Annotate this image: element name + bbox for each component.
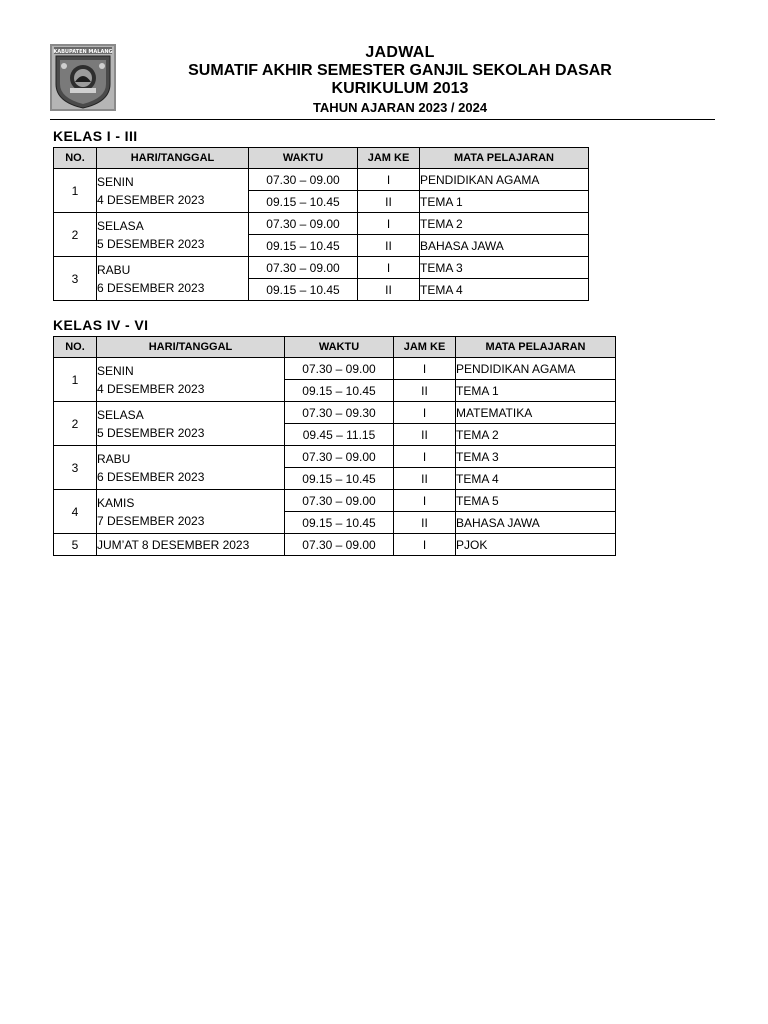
- kabupaten-malang-logo: [50, 44, 116, 111]
- cell-jam-ke: I: [358, 257, 420, 279]
- cell-mata-pelajaran: TEMA 1: [456, 380, 616, 402]
- day-date: 5 DESEMBER 2023: [97, 425, 205, 440]
- table-row: [54, 534, 616, 556]
- day-date: 6 DESEMBER 2023: [97, 469, 205, 484]
- day-name: RABU: [97, 262, 131, 277]
- cell-jam-ke: I: [394, 534, 456, 556]
- cell-mata-pelajaran: MATEMATIKA: [456, 402, 616, 424]
- cell-waktu: 09.15 – 10.45: [285, 380, 394, 402]
- cell-mata-pelajaran: PJOK: [456, 534, 616, 556]
- cell-waktu: 07.30 – 09.00: [249, 169, 358, 191]
- day-name: RABU: [97, 451, 131, 466]
- cell-no: 2: [54, 402, 97, 446]
- cell-no: 2: [54, 213, 97, 257]
- table-header-row: [54, 337, 616, 358]
- logo-text: KABUPATEN MALANG: [53, 49, 113, 55]
- cell-jam-ke: I: [358, 169, 420, 191]
- table-row: [54, 213, 589, 235]
- cell-waktu: 09.15 – 10.45: [249, 235, 358, 257]
- cell-jam-ke: II: [394, 512, 456, 534]
- header-curriculum: KURIKULUM 2013: [331, 80, 469, 97]
- col-header-mata-pelajaran: MATA PELAJARAN: [456, 337, 616, 358]
- cell-jam-ke: I: [394, 402, 456, 424]
- cell-mata-pelajaran: BAHASA JAWA: [420, 235, 589, 257]
- cell-hari-tanggal: [97, 490, 285, 534]
- cell-hari-tanggal: [97, 169, 249, 213]
- cell-waktu: 09.15 – 10.45: [285, 468, 394, 490]
- cell-mata-pelajaran: TEMA 3: [456, 446, 616, 468]
- cell-jam-ke: II: [358, 191, 420, 213]
- day-name: SENIN: [97, 363, 134, 378]
- cell-waktu: 09.45 – 11.15: [285, 424, 394, 446]
- day-date: 7 DESEMBER 2023: [97, 513, 205, 528]
- cell-jam-ke: I: [394, 358, 456, 380]
- day-name: SENIN: [97, 174, 134, 189]
- cell-waktu: 09.15 – 10.45: [285, 512, 394, 534]
- cell-waktu: 07.30 – 09.00: [285, 446, 394, 468]
- cell-no: 4: [54, 490, 97, 534]
- day-name: SELASA: [97, 218, 144, 233]
- cell-mata-pelajaran: TEMA 5: [456, 490, 616, 512]
- cell-waktu: 09.15 – 10.45: [249, 191, 358, 213]
- section-title-kelas-4-6: KELAS IV - VI: [53, 317, 149, 333]
- col-header-jam-ke: JAM KE: [358, 148, 420, 169]
- cell-no: 1: [54, 169, 97, 213]
- cell-mata-pelajaran: TEMA 4: [420, 279, 589, 301]
- day-date: 4 DESEMBER 2023: [97, 381, 205, 396]
- cell-jam-ke: II: [358, 279, 420, 301]
- cell-jam-ke: II: [394, 468, 456, 490]
- cell-mata-pelajaran: TEMA 3: [420, 257, 589, 279]
- day-date: 5 DESEMBER 2023: [97, 236, 205, 251]
- cell-mata-pelajaran: PENDIDIKAN AGAMA: [420, 169, 589, 191]
- cell-hari-tanggal: [97, 358, 285, 402]
- col-header-waktu: WAKTU: [249, 148, 358, 169]
- cell-waktu: 07.30 – 09.00: [285, 534, 394, 556]
- cell-jam-ke: I: [394, 446, 456, 468]
- table-row: [54, 169, 589, 191]
- day-date: 6 DESEMBER 2023: [97, 280, 205, 295]
- table-row: [54, 402, 616, 424]
- day-name: KAMIS: [97, 495, 135, 510]
- cell-waktu: 07.30 – 09.00: [249, 213, 358, 235]
- cell-jam-ke: II: [394, 380, 456, 402]
- header-title: JADWAL: [365, 44, 435, 61]
- cell-jam-ke: I: [358, 213, 420, 235]
- schedule-table-kelas-1-3: [53, 147, 589, 301]
- cell-waktu: 07.30 – 09.00: [249, 257, 358, 279]
- col-header-no: NO.: [54, 148, 97, 169]
- col-header-jam-ke: JAM KE: [394, 337, 456, 358]
- cell-no: 3: [54, 257, 97, 301]
- table-row: [54, 446, 616, 468]
- cell-hari-tanggal: [97, 402, 285, 446]
- document-header: [120, 44, 680, 116]
- cell-mata-pelajaran: TEMA 2: [420, 213, 589, 235]
- cell-mata-pelajaran: TEMA 1: [420, 191, 589, 213]
- schedule-table-kelas-4-6: [53, 336, 616, 556]
- section-title-kelas-1-3: KELAS I - III: [53, 128, 138, 144]
- day-name: SELASA: [97, 407, 144, 422]
- col-header-mata-pelajaran: MATA PELAJARAN: [420, 148, 589, 169]
- cell-mata-pelajaran: TEMA 4: [456, 468, 616, 490]
- cell-mata-pelajaran: TEMA 2: [456, 424, 616, 446]
- col-header-hari-tanggal: HARI/TANGGAL: [97, 337, 285, 358]
- table-header-row: [54, 148, 589, 169]
- cell-waktu: 07.30 – 09.00: [285, 490, 394, 512]
- cell-jam-ke: II: [358, 235, 420, 257]
- cell-waktu: 09.15 – 10.45: [249, 279, 358, 301]
- cell-hari-tanggal: [97, 213, 249, 257]
- cell-waktu: 07.30 – 09.30: [285, 402, 394, 424]
- table-row: [54, 257, 589, 279]
- cell-no: 3: [54, 446, 97, 490]
- cell-hari-tanggal: [97, 534, 285, 556]
- table-row: [54, 358, 616, 380]
- table-row: [54, 490, 616, 512]
- cell-jam-ke: II: [394, 424, 456, 446]
- header-divider: [50, 119, 715, 120]
- cell-mata-pelajaran: BAHASA JAWA: [456, 512, 616, 534]
- cell-no: 1: [54, 358, 97, 402]
- day-name: JUM’AT 8 DESEMBER 2023: [97, 537, 250, 552]
- cell-mata-pelajaran: PENDIDIKAN AGAMA: [456, 358, 616, 380]
- header-school-year: TAHUN AJARAN 2023 / 2024: [312, 100, 488, 115]
- header-subtitle: SUMATIF AKHIR SEMESTER GANJIL SEKOLAH DASAR: [188, 62, 612, 79]
- day-date: 4 DESEMBER 2023: [97, 192, 205, 207]
- col-header-waktu: WAKTU: [285, 337, 394, 358]
- cell-hari-tanggal: [97, 446, 285, 490]
- col-header-no: NO.: [54, 337, 97, 358]
- cell-jam-ke: I: [394, 490, 456, 512]
- col-header-hari-tanggal: HARI/TANGGAL: [97, 148, 249, 169]
- cell-waktu: 07.30 – 09.00: [285, 358, 394, 380]
- cell-hari-tanggal: [97, 257, 249, 301]
- cell-no: 5: [54, 534, 97, 556]
